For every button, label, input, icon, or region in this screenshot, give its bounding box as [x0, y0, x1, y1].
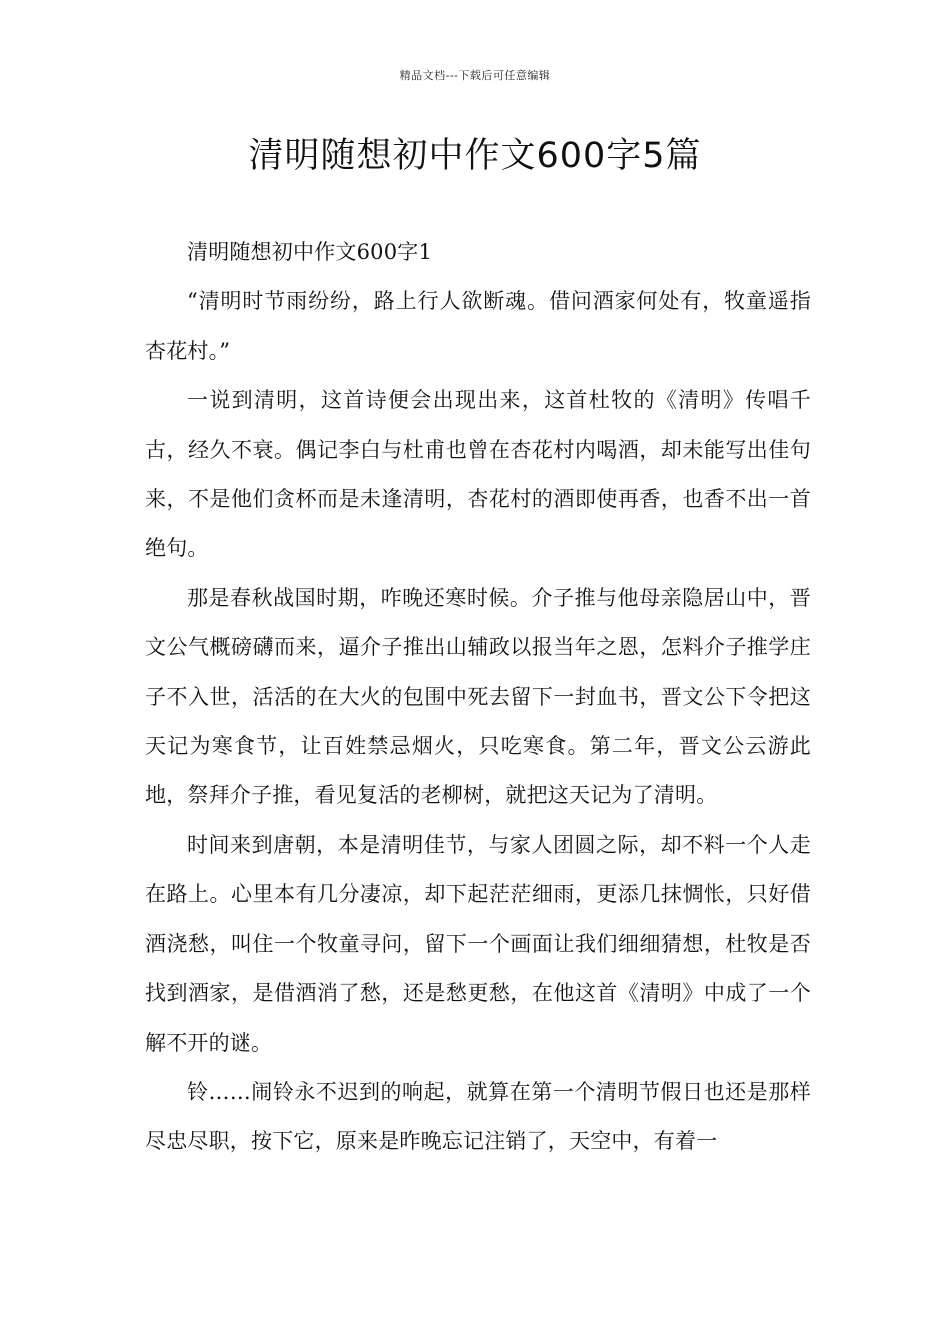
paragraph: 一说到清明，这首诗便会出现出来，这首杜牧的《清明》传唱千古，经久不衰。偶记李白与杜甫也曾在杏花村内喝酒，却未能写出佳句来，不是他们贪杯而是未逢清明，杏花村的酒即使再香，也香不出一首绝句。 — [145, 388, 811, 561]
page-title: 清明随想初中作文600字5篇 — [248, 136, 702, 176]
paragraph-subheading: 清明随想初中作文600字1 — [187, 240, 433, 264]
paragraph: 时间来到唐朝，本是清明佳节，与家人团圆之际，却不料一个人走在路上。心里本有几分凄凉，却下起茫茫细雨，更添几抹惆怅，只好借酒浇愁，叫住一个牧童寻问，留下一个画面让我们细细猜想，杜牧是否找到酒家，是借酒消了愁，还是愁更愁，在他这首《清明》中成了一个解不开的谜。 — [145, 832, 811, 1055]
article-body — [145, 228, 811, 1167]
paragraph: “清明时节雨纷纷，路上行人欲断魂。借问酒家何处有，牧童遥指杏花村。” — [145, 289, 811, 363]
header-note: 精品文档---下载后可任意编辑 — [399, 69, 551, 82]
paragraph: 那是春秋战国时期，咋晚还寒时候。介子推与他母亲隐居山中，晋文公气概磅礴而来，逼介子推出山辅政以报当年之恩，怎料介子推学庄子不入世，活活的在大火的包围中死去留下一封血书，晋文公下令把这天记为寒食节，让百姓禁忌烟火，只吃寒食。第二年，晋文公云游此地，祭拜介子推，看见复活的老柳树，就把这天记为了清明。 — [145, 585, 811, 808]
paragraph: 铃……闹铃永不迟到的响起，就算在第一个清明节假日也还是那样尽忠尽职，按下它，原来是昨晚忘记注销了，天空中，有着一 — [145, 1079, 811, 1154]
